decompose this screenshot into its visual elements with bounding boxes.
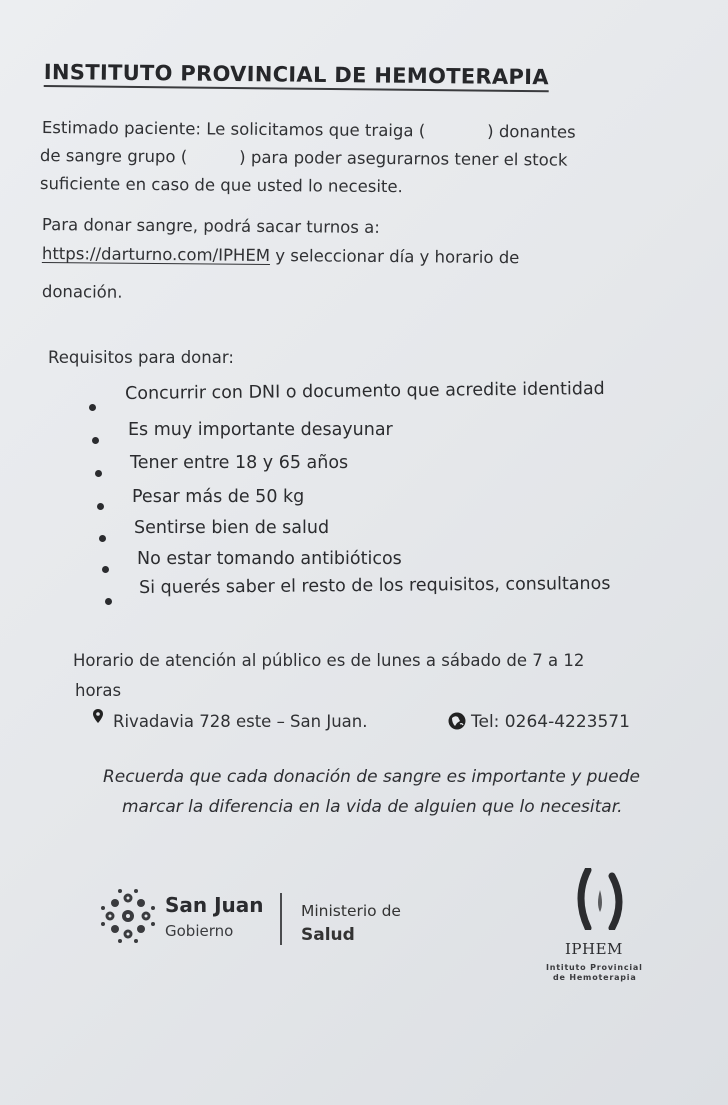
turnos-line-2-rest: y seleccionar día y horario de: [269, 245, 520, 268]
logo-divider: [280, 893, 282, 945]
intro-line-2-start: de sangre grupo (: [39, 146, 188, 167]
intro-line-3: suficiente en caso de que usted lo necesite.: [39, 174, 403, 197]
requisito-item: Concurrir con DNI o documento que acredite identidad: [125, 378, 605, 404]
mensaje-line-2: marcar la diferencia en la vida de alguien que lo necesitar.: [122, 797, 623, 817]
san-juan-subtitle: Gobierno: [165, 922, 234, 940]
page-title: INSTITUTO PROVINCIAL DE HEMOTERAPIA: [44, 60, 549, 92]
bullet-icon: [102, 566, 109, 573]
requisitos-heading: Requisitos para donar:: [48, 348, 234, 367]
turnos-line-3: donación.: [41, 282, 123, 302]
horario-line-1: Horario de atención al público es de lunes a sábado de 7 a 12: [73, 651, 585, 670]
requisito-item: Es muy importante desayunar: [128, 420, 393, 440]
san-juan-name: San Juan: [165, 893, 264, 917]
requisito-item: Sentirse bien de salud: [134, 518, 330, 538]
donor-count-blank: [425, 136, 487, 137]
bullet-icon: [97, 503, 104, 510]
phone-globe-icon: [448, 712, 466, 730]
requisito-item: Pesar más de 50 kg: [132, 487, 305, 507]
intro-line-2-end: ) para poder asegurarnos tener el stock: [239, 147, 568, 170]
bullet-icon: [105, 598, 112, 605]
ministerio-line-1: Ministerio de: [301, 902, 401, 920]
bullet-icon: [95, 470, 102, 477]
turnos-line-1: Para donar sangre, podrá sacar turnos a:: [41, 215, 380, 237]
address-text: Rivadavia 728 este – San Juan.: [113, 712, 368, 731]
horario-line-2: horas: [75, 681, 122, 700]
iphem-logo-icon: [572, 868, 628, 930]
requisito-item: No estar tomando antibióticos: [137, 549, 402, 569]
location-pin-icon: [93, 709, 103, 723]
turnos-line-2: [42, 244, 520, 267]
iphem-subtitle-1: Intituto Provincial: [546, 963, 643, 972]
iphem-name: IPHEM: [565, 940, 623, 958]
ministerio-line-2: Salud: [301, 925, 355, 945]
bullet-icon: [92, 437, 99, 444]
mensaje-line-1: Recuerda que cada donación de sangre es importante y puede: [103, 767, 640, 787]
intro-line-1: [42, 118, 576, 142]
bullet-icon: [99, 535, 106, 542]
san-juan-seal-icon: [100, 888, 156, 944]
iphem-subtitle-2: de Hemoterapia: [553, 973, 637, 982]
darturno-link[interactable]: https://darturno.com/IPHEM: [41, 244, 271, 265]
phone-text: Tel: 0264-4223571: [471, 712, 630, 732]
intro-line-1-end: ) donantes: [487, 121, 576, 142]
intro-line-1-start: Estimado paciente: Le solicitamos que traiga (: [41, 118, 426, 141]
requisito-item: Si querés saber el resto de los requisitos, consultanos: [139, 573, 611, 598]
bullet-icon: [89, 404, 96, 411]
intro-line-2: [40, 146, 568, 170]
requisito-item: Tener entre 18 y 65 años: [130, 453, 349, 473]
